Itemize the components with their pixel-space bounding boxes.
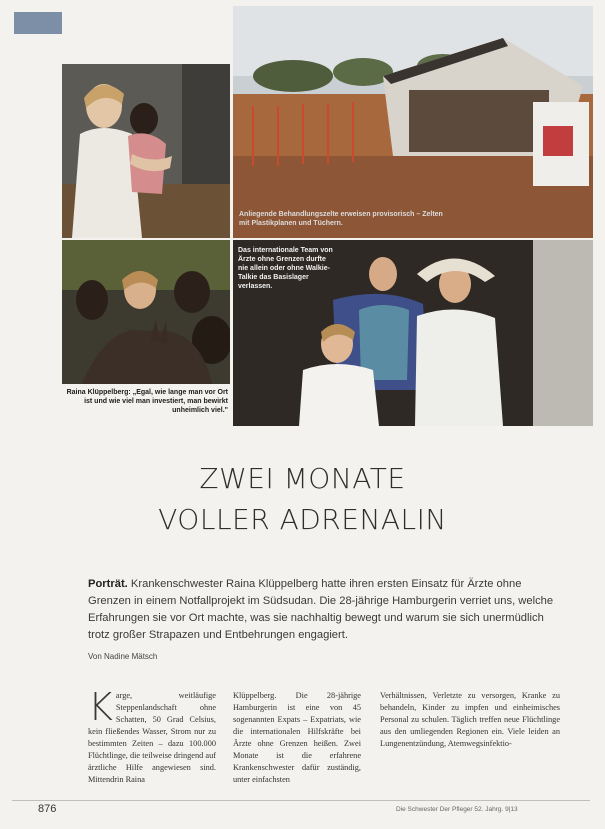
caption-tent-photo: Anliegende Behandlungszelte erweisen provisorisch – Zelten mit Plastikplanen und Tüchern. [239,211,443,227]
headline-line-2: VOLLER ADRENALIN [158,503,447,536]
drop-cap: K [88,685,113,729]
publication-source: Die Schwester Der Pfleger 52. Jahrg. 9|13 [396,806,518,813]
byline: Von Nadine Mätsch [88,652,158,661]
photo-tent-camp [233,6,593,238]
photo-nurse-in-crowd [62,240,230,384]
lead-text: Krankenschwester Raina Klüppelberg hatte ihren ersten Einsatz für Ärzte ohne Grenzen in einem Notfallprojekt im Südsudan. Die 28-jährige Hamburgerin verriet uns, welche Erfahrungen sie vor Ort machte, was sie nachhaltig bewegt und warum sie sich unermüdlich trotz großer Strapazen und Entbehrungen engagiert. [88,578,554,641]
lead-label: Porträt. [88,578,128,590]
section-tab-marker [14,12,62,34]
body-column-2: Klüppelberg. Die 28-jährige Hamburgerin ist eine von 45 sogenannten Expats – Expatriats, wie die internationalen Hilfskräfte bei Ärzte ohne Grenzen heißen. Zwei Monate ist die erfahrene Krankenschwester dafür zuständig, unter einfachsten [233,691,361,784]
caption-quote: Raina Klüppelberg: „Egal, wie lange man vor Ort ist und wie viel man investiert, man bewirkt unheimlich viel." [66,389,228,414]
headline-line-1: ZWEI MONATE [199,462,406,495]
footer-rule [12,800,590,801]
lead-paragraph [88,576,566,644]
body-text-1: arge, weitläufige Steppenlandschaft ohne Schatten, 50 Grad Celsius, kein fließendes Wasser, Strom nur zu bestimmten Zeiten – dazu 100.000 Flüchtlinge, die teilweise dringend auf ärztliche Hilfe angewiesen sind. Mittendrin Raina [88,691,216,784]
page-number: 876 [38,803,57,815]
body-column-3: Verhältnissen, Verletzte zu versorgen, Kranke zu behandeln, Kinder zu impfen und einheimisches Personal zu schulen. Täglich treffen neue Flüchtlinge aus den umliegenden Regionen ein. Viele leiden an Lungenentzündung, Atemwegsinfektio- [380,691,560,748]
photo-nurse-with-child [62,64,230,238]
caption-team-photo: Das internationale Team von Ärzte ohne Grenzen durfte nie allein oder ohne Walkie-Talkie das Basislager verlassen. [238,247,333,290]
body-column-1 [88,685,216,786]
